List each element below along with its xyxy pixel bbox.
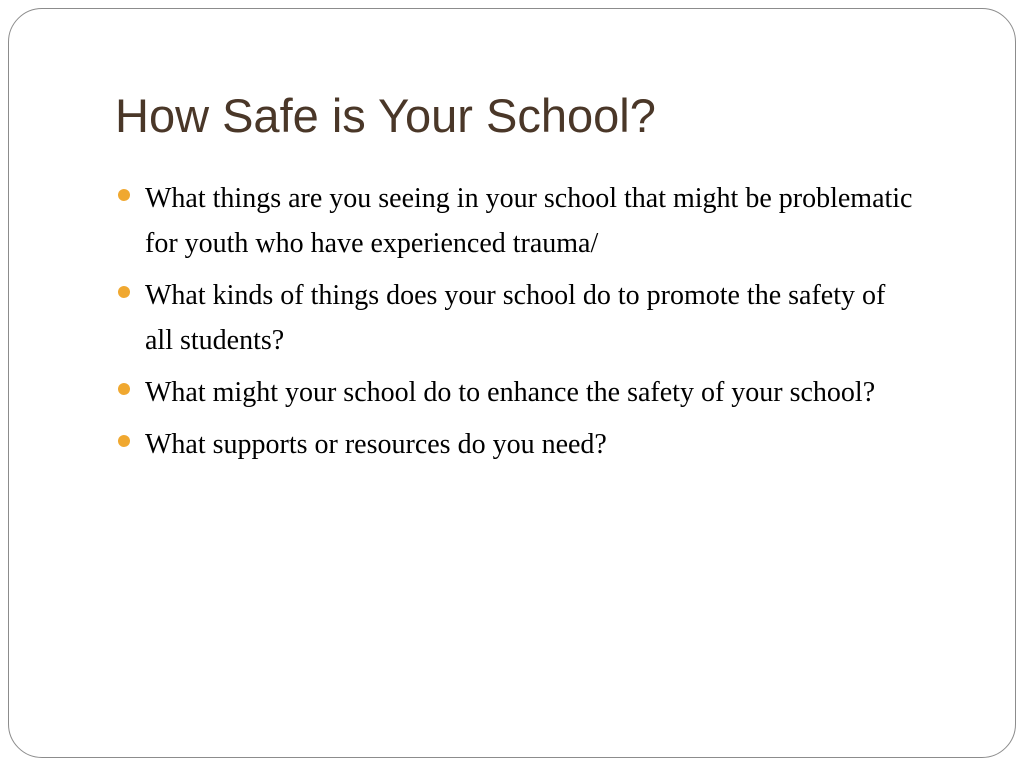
- bullet-item: [115, 370, 915, 415]
- bullet-text: What might your school do to enhance the safety of your school?: [145, 377, 876, 408]
- bullet-dot-icon: [118, 189, 130, 201]
- bullet-item: [115, 273, 915, 363]
- bullet-list: [115, 176, 915, 474]
- bullet-text: What supports or resources do you need?: [145, 429, 607, 460]
- slide-title: How Safe is Your School?: [115, 89, 656, 142]
- slide-frame: [8, 8, 1016, 758]
- bullet-dot-icon: [118, 286, 130, 298]
- bullet-item: [115, 422, 915, 467]
- bullet-text: What kinds of things does your school do to promote the safety of all students?: [145, 280, 886, 356]
- bullet-dot-icon: [118, 383, 130, 395]
- bullet-dot-icon: [118, 435, 130, 447]
- bullet-text: What things are you seeing in your school that might be problematic for youth who have experienced trauma/: [145, 183, 913, 259]
- bullet-item: [115, 176, 915, 266]
